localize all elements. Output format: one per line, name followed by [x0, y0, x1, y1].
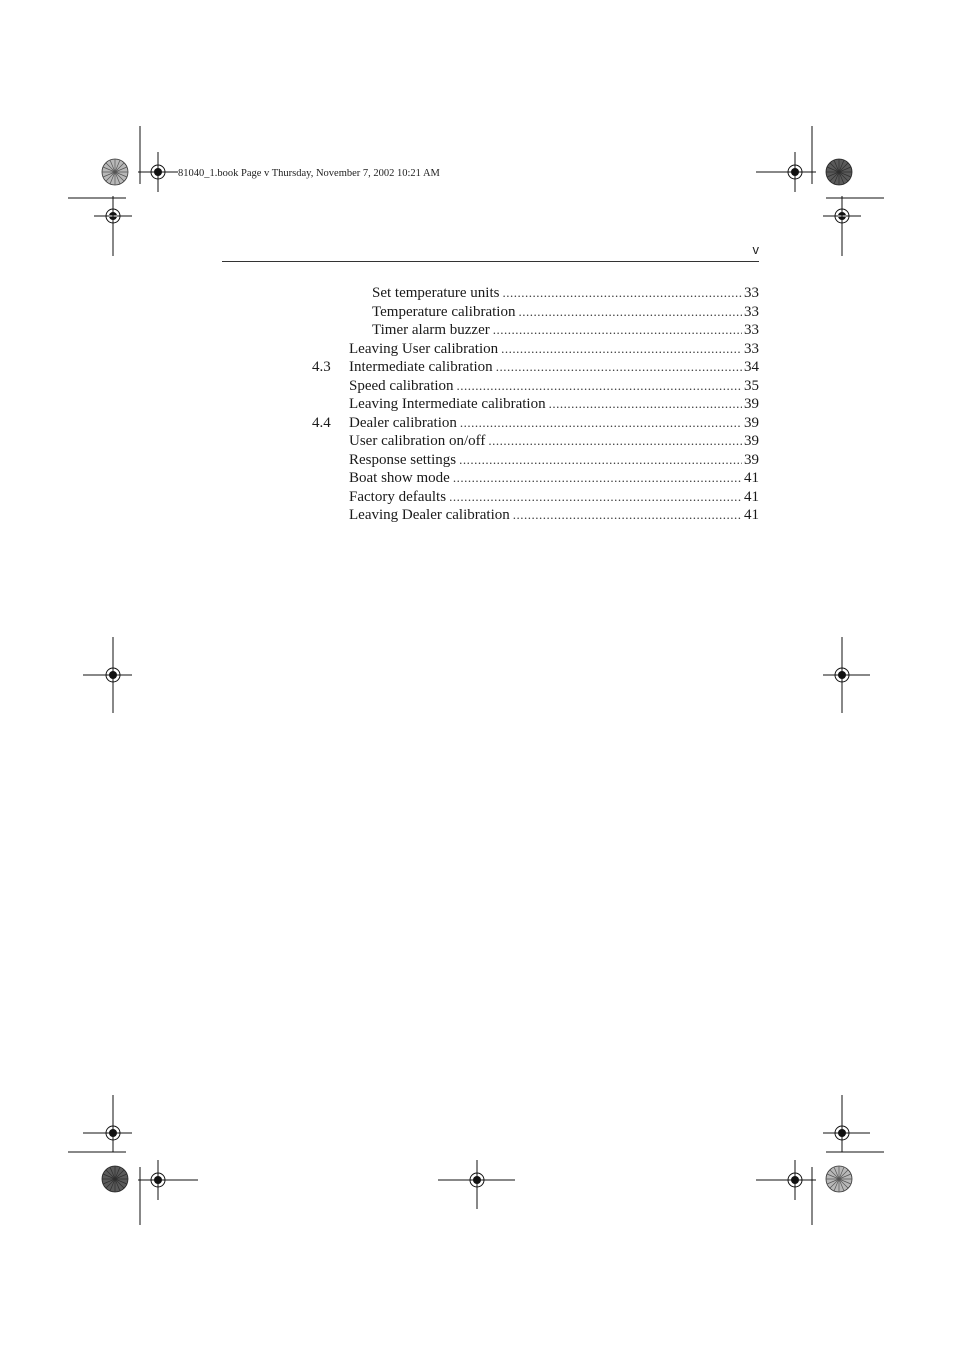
- toc-page-number: 39: [744, 451, 759, 468]
- toc-page-number: 39: [744, 433, 759, 449]
- toc-leader-dots: [496, 358, 742, 377]
- toc-leader-dots: [449, 488, 742, 507]
- toc-entry[interactable]: [312, 377, 759, 396]
- toc-page-number: 33: [744, 303, 759, 320]
- toc-page-number: 33: [744, 322, 759, 338]
- toc-leader-dots: [459, 451, 742, 470]
- page-number: v: [752, 242, 759, 257]
- toc-entry[interactable]: [312, 432, 759, 451]
- toc-page-number: 41: [744, 488, 759, 505]
- toc-page-number: 35: [744, 377, 759, 394]
- toc-leader-dots: [549, 395, 742, 414]
- toc-leader-dots: [502, 284, 742, 303]
- toc-leader-dots: [493, 321, 742, 340]
- toc-entry[interactable]: [312, 451, 759, 470]
- toc-entry[interactable]: [312, 284, 759, 303]
- toc-leader-dots: [457, 377, 742, 396]
- toc-entry[interactable]: [312, 358, 759, 377]
- toc-page-number: 33: [744, 285, 759, 301]
- book-header-slug: 81040_1.book Page v Thursday, November 7, 2002 10:21 AM: [178, 168, 440, 179]
- toc-entry[interactable]: [312, 488, 759, 507]
- toc-title: Leaving User calibration: [349, 340, 499, 357]
- toc-entry[interactable]: [312, 506, 759, 525]
- toc-entry[interactable]: [312, 469, 759, 488]
- toc-leader-dots: [488, 432, 742, 451]
- toc-leader-dots: [518, 303, 742, 322]
- toc-title: Factory defaults: [349, 488, 447, 505]
- toc-section-number: 4.3: [312, 359, 331, 375]
- toc-title: Intermediate calibration: [349, 359, 493, 375]
- toc-entry[interactable]: [312, 395, 759, 414]
- toc-title: Leaving Intermediate calibration: [349, 396, 546, 412]
- toc-entry[interactable]: [312, 321, 759, 340]
- toc-title: Dealer calibration: [349, 414, 457, 431]
- toc-entry[interactable]: [312, 340, 759, 359]
- toc-title: Response settings: [349, 451, 457, 468]
- toc-title: Temperature calibration: [372, 303, 516, 320]
- toc-title: Timer alarm buzzer: [372, 322, 490, 338]
- toc-page-number: 33: [744, 340, 759, 357]
- toc-title: User calibration on/off: [349, 433, 486, 449]
- toc-page-number: 41: [744, 470, 759, 486]
- toc-leader-dots: [513, 506, 742, 525]
- header-rule: [222, 261, 759, 262]
- toc-leader-dots: [460, 414, 742, 433]
- toc-entry[interactable]: [312, 303, 759, 322]
- toc-title: Speed calibration: [349, 377, 454, 394]
- toc-entry[interactable]: [312, 414, 759, 433]
- toc-page-number: 41: [744, 507, 759, 523]
- table-of-contents: [312, 284, 759, 525]
- toc-title: Boat show mode: [349, 470, 450, 486]
- toc-page-number: 34: [744, 359, 759, 375]
- toc-page-number: 39: [744, 414, 759, 431]
- toc-title: Leaving Dealer calibration: [349, 507, 510, 523]
- toc-page-number: 39: [744, 396, 759, 412]
- toc-leader-dots: [501, 340, 742, 359]
- toc-leader-dots: [453, 469, 742, 488]
- toc-section-number: 4.4: [312, 414, 331, 431]
- toc-title: Set temperature units: [372, 285, 500, 301]
